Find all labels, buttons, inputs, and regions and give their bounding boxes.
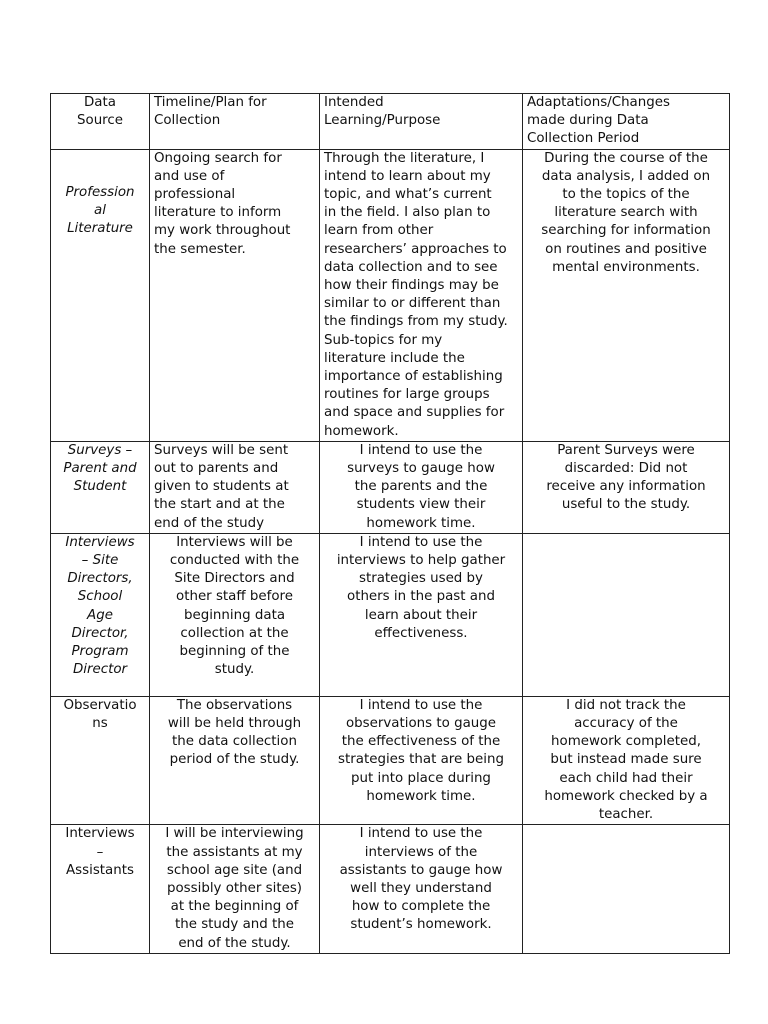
cell-purpose: I intend to use the surveys to gauge how the parents and the students view their homework time. [320,441,523,533]
header-data-source: Data Source [51,94,150,150]
cell-purpose: I intend to use the interviews to help gather strategies used by others in the past and learn about their effectiveness. [320,533,523,696]
cell-adaptations [523,533,730,696]
cell-timeline: Ongoing search for and use of professional literature to inform my work throughout the semester. [150,149,320,441]
cell-timeline: The observations will be held through the data collection period of the study. [150,696,320,824]
cell-purpose: I intend to use the interviews of the assistants to gauge how well they understand how to complete the student’s homework. [320,825,523,953]
header-timeline: Timeline/Plan for Collection [150,94,320,150]
cell-adaptations: During the course of the data analysis, I added on to the topics of the literature search with searching for information on routines and positive mental environments. [523,149,730,441]
cell-adaptations: I did not track the accuracy of the homework completed, but instead made sure each child had their homework checked by a teacher. [523,696,730,824]
cell-adaptations [523,825,730,953]
cell-source: Interviews – Site Directors, School Age Director, Program Director [51,533,150,696]
table-row [51,825,730,953]
cell-timeline: Interviews will be conducted with the Site Directors and other staff before beginning data collection at the beginning of the study. [150,533,320,696]
cell-source: Surveys – Parent and Student [51,441,150,533]
cell-source: Interviews – Assistants [51,825,150,953]
cell-source: Profession al Literature [51,149,150,441]
cell-source: Observatio ns [51,696,150,824]
header-intended-learning: Intended Learning/Purpose [320,94,523,150]
cell-adaptations: Parent Surveys were discarded: Did not receive any information useful to the study. [523,441,730,533]
header-adaptations: Adaptations/Changes made during Data Collection Period [523,94,730,150]
data-collection-table [50,93,730,954]
cell-timeline: I will be interviewing the assistants at my school age site (and possibly other sites) at the beginning of the study and the end of the study. [150,825,320,953]
table-row [51,441,730,533]
cell-timeline: Surveys will be sent out to parents and given to students at the start and at the end of the study [150,441,320,533]
table-row [51,533,730,696]
cell-purpose: I intend to use the observations to gauge the effectiveness of the strategies that are being put into place during homework time. [320,696,523,824]
table-header-row [51,94,730,150]
cell-purpose: Through the literature, I intend to learn about my topic, and what’s current in the field. I also plan to learn from other researchers’ approaches to data collection and to see how their findings may be similar to or different than the findings from my study. Sub-topics for my literature include the importance of establishing routines for large groups and space and supplies for homework. [320,149,523,441]
table-row [51,696,730,824]
table-row [51,149,730,441]
